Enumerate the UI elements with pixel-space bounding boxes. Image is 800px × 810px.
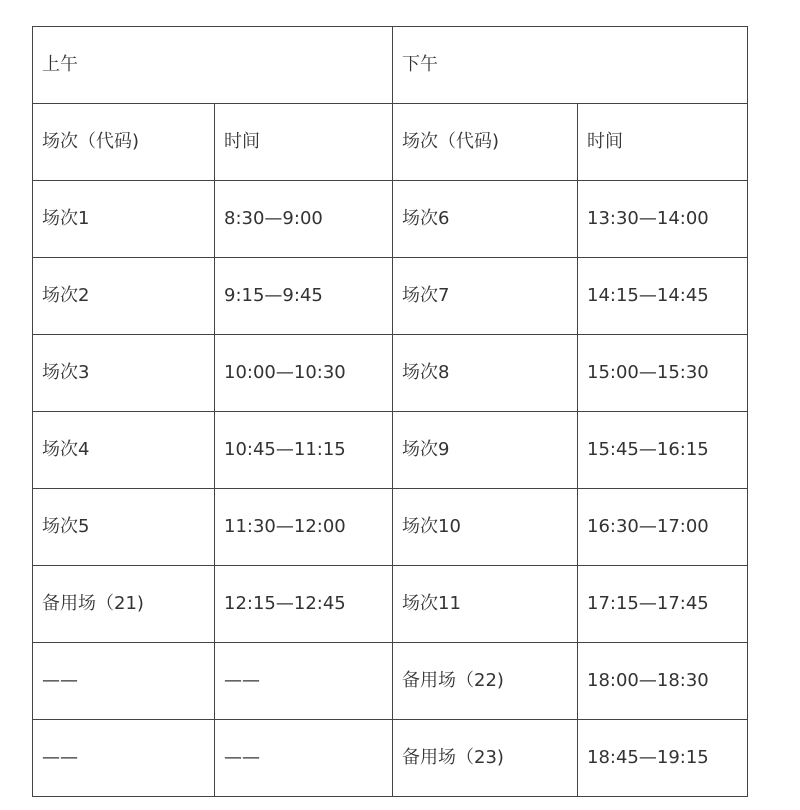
morning-session-cell: —— bbox=[33, 643, 215, 720]
table-row bbox=[33, 720, 748, 797]
afternoon-time-cell: 18:45—19:15 bbox=[578, 720, 748, 797]
morning-session-cell: 场次4 bbox=[33, 412, 215, 489]
morning-session-cell: 场次1 bbox=[33, 181, 215, 258]
afternoon-session-cell: 场次6 bbox=[393, 181, 578, 258]
table-row bbox=[33, 566, 748, 643]
morning-header: 上午 bbox=[33, 27, 393, 104]
morning-time-cell: —— bbox=[215, 643, 393, 720]
table-row bbox=[33, 643, 748, 720]
morning-session-cell: 场次3 bbox=[33, 335, 215, 412]
morning-session-code-header: 场次（代码) bbox=[33, 104, 215, 181]
afternoon-header: 下午 bbox=[393, 27, 748, 104]
afternoon-time-cell: 14:15—14:45 bbox=[578, 258, 748, 335]
afternoon-session-cell: 场次7 bbox=[393, 258, 578, 335]
morning-time-cell: 8:30—9:00 bbox=[215, 181, 393, 258]
afternoon-session-cell: 场次8 bbox=[393, 335, 578, 412]
morning-session-cell: 备用场（21) bbox=[33, 566, 215, 643]
afternoon-time-cell: 18:00—18:30 bbox=[578, 643, 748, 720]
table-row bbox=[33, 258, 748, 335]
morning-time-cell: 11:30—12:00 bbox=[215, 489, 393, 566]
afternoon-session-cell: 备用场（23) bbox=[393, 720, 578, 797]
morning-time-cell: 10:00—10:30 bbox=[215, 335, 393, 412]
morning-session-cell: —— bbox=[33, 720, 215, 797]
morning-time-cell: —— bbox=[215, 720, 393, 797]
afternoon-session-cell: 场次10 bbox=[393, 489, 578, 566]
afternoon-time-cell: 15:45—16:15 bbox=[578, 412, 748, 489]
session-schedule-table bbox=[32, 26, 748, 797]
morning-time-cell: 10:45—11:15 bbox=[215, 412, 393, 489]
afternoon-time-cell: 15:00—15:30 bbox=[578, 335, 748, 412]
table-row bbox=[33, 489, 748, 566]
afternoon-session-cell: 备用场（22) bbox=[393, 643, 578, 720]
morning-time-cell: 9:15—9:45 bbox=[215, 258, 393, 335]
afternoon-time-cell: 16:30—17:00 bbox=[578, 489, 748, 566]
table-row bbox=[33, 412, 748, 489]
morning-time-header: 时间 bbox=[215, 104, 393, 181]
afternoon-session-code-header: 场次（代码) bbox=[393, 104, 578, 181]
table-row bbox=[33, 181, 748, 258]
period-header-row bbox=[33, 27, 748, 104]
afternoon-session-cell: 场次11 bbox=[393, 566, 578, 643]
morning-time-cell: 12:15—12:45 bbox=[215, 566, 393, 643]
table-row bbox=[33, 335, 748, 412]
afternoon-time-cell: 13:30—14:00 bbox=[578, 181, 748, 258]
morning-session-cell: 场次2 bbox=[33, 258, 215, 335]
afternoon-session-cell: 场次9 bbox=[393, 412, 578, 489]
column-header-row bbox=[33, 104, 748, 181]
afternoon-time-cell: 17:15—17:45 bbox=[578, 566, 748, 643]
afternoon-time-header: 时间 bbox=[578, 104, 748, 181]
morning-session-cell: 场次5 bbox=[33, 489, 215, 566]
